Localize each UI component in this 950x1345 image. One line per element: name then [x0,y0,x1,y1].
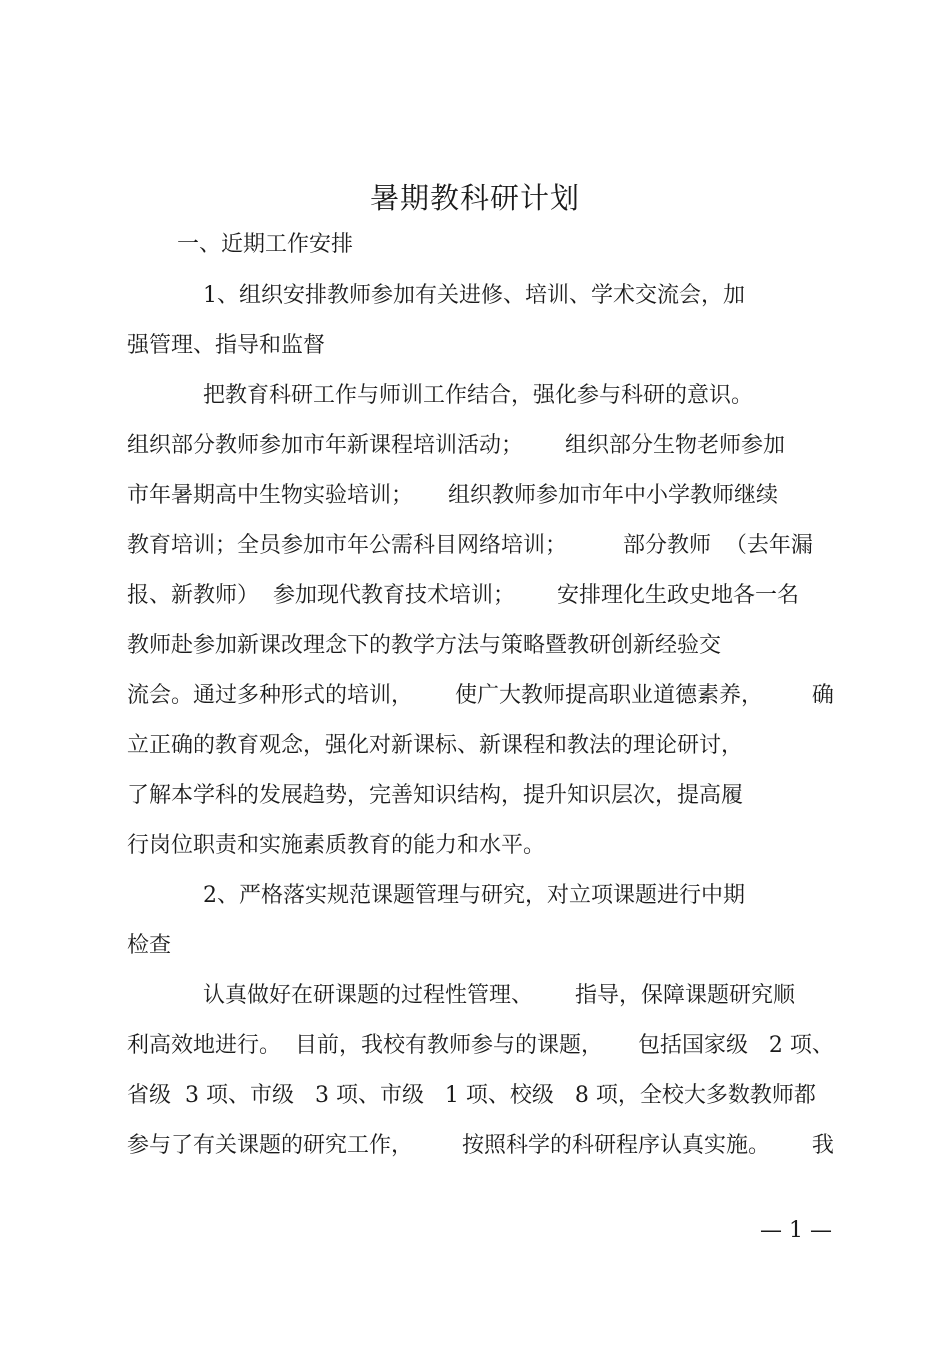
paragraph-line: 参与了有关课题的研究工作， 按照科学的科研程序认真实施。 我 [127,1133,834,1158]
paragraph-line: 教育培训；全员参加市年公需科目网络培训； 部分教师 （去年漏 [127,533,813,558]
paragraph-line: 利高效地进行。 目前，我校有教师参与的课题， 包括国家级 2 项、 [127,1033,834,1058]
paragraph-line: 省级 3 项、市级 3 项、市级 1 项、校级 8 项，全校大多数教师都 [127,1083,816,1108]
paragraph-line: 了解本学科的发展趋势，完善知识结构，提升知识层次，提高履 [127,783,744,808]
subsection-heading: 2、严格落实规范课题管理与研究，对立项课题进行中期 [203,883,745,908]
document-title: 暑期教科研计划 [369,181,580,215]
paragraph-line: 认真做好在研课题的过程性管理、 指导，保障课题研究顺 [203,983,795,1008]
paragraph-line: 行岗位职责和实施素质教育的能力和水平。 [127,833,546,858]
paragraph-line: 组织部分教师参加市年新课程培训活动； 组织部分生物老师参加 [127,433,785,458]
subsection-heading-cont: 强管理、指导和监督 [127,333,326,358]
paragraph-line: 报、新教师） 参加现代教育技术培训； 安排理化生政史地各一名 [127,583,799,608]
subsection-heading-cont: 检查 [127,933,172,958]
paragraph-line: 流会。通过多种形式的培训， 使广大教师提高职业道德素养， 确 [127,683,834,708]
paragraph-line: 把教育科研工作与师训工作结合，强化参与科研的意识。 [203,383,754,408]
section-heading: 一、近期工作安排 [177,232,354,257]
paragraph-line: 立正确的教育观念，强化对新课标、新课程和教法的理论研讨， [127,733,744,758]
paragraph-line: 市年暑期高中生物实验培训； 组织教师参加市年中小学教师继续 [127,483,778,508]
subsection-heading: 1、组织安排教师参加有关进修、培训、学术交流会，加 [203,283,745,308]
paragraph-line: 教师赴参加新课改理念下的教学方法与策略暨教研创新经验交 [127,633,722,658]
page-number: — 1 — [760,1218,832,1243]
